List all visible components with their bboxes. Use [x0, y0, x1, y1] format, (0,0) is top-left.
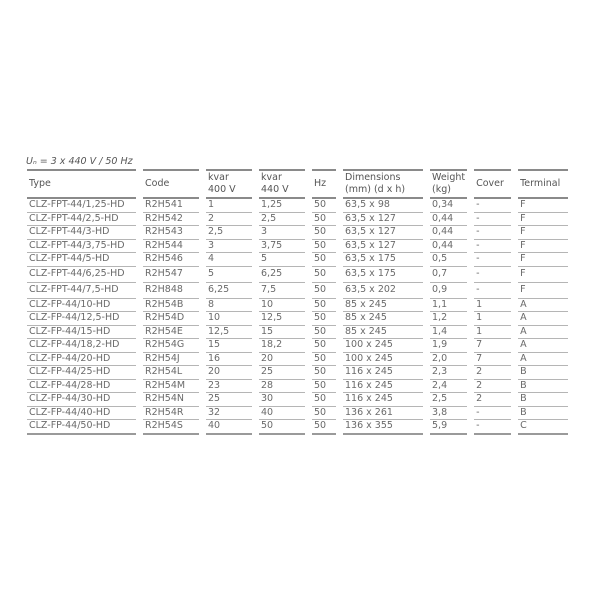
- header-unit: 400 V: [208, 184, 236, 195]
- cell-kvar-400v: 32: [206, 407, 252, 421]
- header-cover: [474, 169, 511, 199]
- cell-type: CLZ-FPT-44/3,75-HD: [27, 240, 136, 254]
- cell-terminal: F: [518, 253, 568, 267]
- cell-kvar-400v: 23: [206, 380, 252, 394]
- header-label: Hz: [314, 178, 327, 189]
- cell-kvar-440v: 2,5: [259, 213, 305, 227]
- cell-hz: 50: [312, 312, 336, 326]
- cell-dimensions: 85 x 245: [343, 312, 423, 326]
- header-dimensions: [343, 169, 423, 199]
- cell-kvar-440v: 10: [259, 299, 305, 313]
- cell-code: R2H54N: [143, 393, 199, 407]
- cell-terminal: A: [518, 339, 568, 353]
- cell-dimensions: 63,5 x 127: [343, 240, 423, 254]
- table-row: [27, 380, 568, 394]
- cell-hz: 50: [312, 326, 336, 340]
- cell-weight: 2,5: [430, 393, 467, 407]
- cell-dimensions: 63,5 x 175: [343, 253, 423, 267]
- cell-weight: 1,2: [430, 312, 467, 326]
- table-row: [27, 299, 568, 313]
- cell-kvar-400v: 2,5: [206, 226, 252, 240]
- cell-type: CLZ-FP-44/50-HD: [27, 420, 136, 435]
- cell-kvar-400v: 3: [206, 240, 252, 254]
- cell-kvar-400v: 5: [206, 267, 252, 283]
- cell-dimensions: 100 x 245: [343, 339, 423, 353]
- header-hz: [312, 169, 336, 199]
- cell-weight: 2,4: [430, 380, 467, 394]
- cell-type: CLZ-FP-44/18,2-HD: [27, 339, 136, 353]
- cell-code: R2H544: [143, 240, 199, 254]
- cell-kvar-400v: 15: [206, 339, 252, 353]
- cell-hz: 50: [312, 393, 336, 407]
- header-terminal: [518, 169, 568, 199]
- header-row: [27, 169, 568, 199]
- header-label: Weight: [432, 172, 466, 183]
- cell-dimensions: 116 x 245: [343, 380, 423, 394]
- header-unit: 440 V: [261, 184, 289, 195]
- cell-hz: 50: [312, 267, 336, 283]
- cell-code: R2H543: [143, 226, 199, 240]
- cell-terminal: F: [518, 213, 568, 227]
- cell-type: CLZ-FP-44/20-HD: [27, 353, 136, 367]
- cell-type: CLZ-FP-44/10-HD: [27, 299, 136, 313]
- cell-code: R2H54B: [143, 299, 199, 313]
- header-kvar-440v: [259, 169, 305, 199]
- table-row: [27, 353, 568, 367]
- cell-kvar-440v: 3: [259, 226, 305, 240]
- cell-terminal: A: [518, 312, 568, 326]
- table-row: [27, 240, 568, 254]
- cell-kvar-400v: 16: [206, 353, 252, 367]
- header-label: kvar: [261, 172, 282, 183]
- cell-type: CLZ-FP-44/12,5-HD: [27, 312, 136, 326]
- cell-code: R2H541: [143, 199, 199, 213]
- capacitor-spec-table: [20, 169, 575, 435]
- table-row: [27, 312, 568, 326]
- cell-kvar-440v: 15: [259, 326, 305, 340]
- cell-cover: 1: [474, 326, 511, 340]
- cell-dimensions: 85 x 245: [343, 299, 423, 313]
- table-row: [27, 366, 568, 380]
- cell-terminal: F: [518, 267, 568, 283]
- cell-weight: 3,8: [430, 407, 467, 421]
- cell-type: CLZ-FPT-44/7,5-HD: [27, 283, 136, 299]
- cell-code: R2H54S: [143, 420, 199, 435]
- cell-hz: 50: [312, 339, 336, 353]
- cell-terminal: B: [518, 366, 568, 380]
- cell-terminal: F: [518, 283, 568, 299]
- header-unit: (kg): [432, 184, 451, 195]
- cell-dimensions: 136 x 355: [343, 420, 423, 435]
- cell-type: CLZ-FPT-44/3-HD: [27, 226, 136, 240]
- cell-hz: 50: [312, 283, 336, 299]
- cell-weight: 0,44: [430, 240, 467, 254]
- cell-type: CLZ-FPT-44/6,25-HD: [27, 267, 136, 283]
- cell-terminal: A: [518, 299, 568, 313]
- cell-weight: 0,44: [430, 226, 467, 240]
- cell-dimensions: 136 x 261: [343, 407, 423, 421]
- cell-kvar-440v: 28: [259, 380, 305, 394]
- cell-type: CLZ-FP-44/25-HD: [27, 366, 136, 380]
- cell-hz: 50: [312, 299, 336, 313]
- cell-code: R2H547: [143, 267, 199, 283]
- cell-kvar-440v: 12,5: [259, 312, 305, 326]
- cell-weight: 0,9: [430, 283, 467, 299]
- cell-cover: 2: [474, 380, 511, 394]
- cell-code: R2H54R: [143, 407, 199, 421]
- cell-terminal: A: [518, 326, 568, 340]
- header-unit: (mm) (d x h): [345, 184, 406, 195]
- cell-dimensions: 63,5 x 202: [343, 283, 423, 299]
- table-row: [27, 339, 568, 353]
- cell-code: R2H54E: [143, 326, 199, 340]
- table-row: [27, 226, 568, 240]
- cell-type: CLZ-FPT-44/1,25-HD: [27, 199, 136, 213]
- cell-terminal: A: [518, 353, 568, 367]
- cell-kvar-400v: 8: [206, 299, 252, 313]
- cell-kvar-440v: 50: [259, 420, 305, 435]
- cell-hz: 50: [312, 366, 336, 380]
- cell-terminal: B: [518, 380, 568, 394]
- cell-code: R2H546: [143, 253, 199, 267]
- table-row: [27, 393, 568, 407]
- cell-kvar-440v: 30: [259, 393, 305, 407]
- cell-weight: 2,0: [430, 353, 467, 367]
- table-row: [27, 199, 568, 213]
- cell-cover: -: [474, 240, 511, 254]
- cell-type: CLZ-FP-44/28-HD: [27, 380, 136, 394]
- cell-kvar-400v: 2: [206, 213, 252, 227]
- cell-weight: 0,44: [430, 213, 467, 227]
- cell-hz: 50: [312, 407, 336, 421]
- cell-hz: 50: [312, 420, 336, 435]
- table-row: [27, 267, 568, 283]
- table-row: [27, 283, 568, 299]
- table-title: Uₙ = 3 x 440 V / 50 Hz: [26, 156, 133, 167]
- header-kvar-400v: [206, 169, 252, 199]
- cell-cover: 7: [474, 353, 511, 367]
- cell-kvar-440v: 20: [259, 353, 305, 367]
- cell-cover: 7: [474, 339, 511, 353]
- cell-cover: -: [474, 253, 511, 267]
- cell-kvar-440v: 18,2: [259, 339, 305, 353]
- header-label: kvar: [208, 172, 229, 183]
- cell-cover: -: [474, 213, 511, 227]
- cell-terminal: F: [518, 240, 568, 254]
- cell-kvar-400v: 40: [206, 420, 252, 435]
- cell-cover: 1: [474, 299, 511, 313]
- cell-cover: -: [474, 420, 511, 435]
- cell-hz: 50: [312, 380, 336, 394]
- cell-kvar-440v: 5: [259, 253, 305, 267]
- header-label: Code: [145, 178, 170, 189]
- cell-weight: 1,4: [430, 326, 467, 340]
- cell-kvar-440v: 6,25: [259, 267, 305, 283]
- cell-dimensions: 100 x 245: [343, 353, 423, 367]
- header-weight: [430, 169, 467, 199]
- header-label: Type: [29, 178, 51, 189]
- cell-code: R2H54G: [143, 339, 199, 353]
- cell-kvar-440v: 40: [259, 407, 305, 421]
- cell-kvar-400v: 4: [206, 253, 252, 267]
- cell-code: R2H54L: [143, 366, 199, 380]
- cell-cover: 2: [474, 393, 511, 407]
- cell-dimensions: 63,5 x 127: [343, 226, 423, 240]
- header-type: [27, 169, 136, 199]
- cell-weight: 2,3: [430, 366, 467, 380]
- cell-dimensions: 116 x 245: [343, 366, 423, 380]
- header-code: [143, 169, 199, 199]
- cell-weight: 0,34: [430, 199, 467, 213]
- cell-kvar-440v: 3,75: [259, 240, 305, 254]
- cell-kvar-400v: 1: [206, 199, 252, 213]
- cell-code: R2H542: [143, 213, 199, 227]
- cell-type: CLZ-FPT-44/2,5-HD: [27, 213, 136, 227]
- cell-code: R2H54M: [143, 380, 199, 394]
- cell-kvar-440v: 25: [259, 366, 305, 380]
- cell-cover: -: [474, 199, 511, 213]
- table-row: [27, 253, 568, 267]
- cell-code: R2H848: [143, 283, 199, 299]
- cell-weight: 1,1: [430, 299, 467, 313]
- cell-cover: -: [474, 407, 511, 421]
- cell-hz: 50: [312, 213, 336, 227]
- cell-cover: -: [474, 267, 511, 283]
- cell-kvar-440v: 7,5: [259, 283, 305, 299]
- table-row: [27, 326, 568, 340]
- cell-kvar-400v: 12,5: [206, 326, 252, 340]
- cell-hz: 50: [312, 240, 336, 254]
- cell-terminal: F: [518, 226, 568, 240]
- cell-dimensions: 116 x 245: [343, 393, 423, 407]
- cell-hz: 50: [312, 199, 336, 213]
- cell-weight: 1,9: [430, 339, 467, 353]
- cell-type: CLZ-FPT-44/5-HD: [27, 253, 136, 267]
- cell-cover: -: [474, 283, 511, 299]
- cell-hz: 50: [312, 226, 336, 240]
- cell-kvar-400v: 25: [206, 393, 252, 407]
- cell-cover: 2: [474, 366, 511, 380]
- cell-terminal: C: [518, 420, 568, 435]
- cell-kvar-440v: 1,25: [259, 199, 305, 213]
- table-row: [27, 213, 568, 227]
- cell-cover: -: [474, 226, 511, 240]
- cell-kvar-400v: 20: [206, 366, 252, 380]
- cell-type: CLZ-FP-44/40-HD: [27, 407, 136, 421]
- cell-terminal: B: [518, 407, 568, 421]
- cell-weight: 0,5: [430, 253, 467, 267]
- cell-hz: 50: [312, 253, 336, 267]
- cell-dimensions: 63,5 x 175: [343, 267, 423, 283]
- cell-code: R2H54J: [143, 353, 199, 367]
- cell-weight: 0,7: [430, 267, 467, 283]
- header-label: Terminal: [520, 178, 561, 189]
- cell-dimensions: 63,5 x 127: [343, 213, 423, 227]
- table-row: [27, 420, 568, 435]
- cell-weight: 5,9: [430, 420, 467, 435]
- cell-terminal: F: [518, 199, 568, 213]
- cell-cover: 1: [474, 312, 511, 326]
- cell-dimensions: 85 x 245: [343, 326, 423, 340]
- table-row: [27, 407, 568, 421]
- header-label: Cover: [476, 178, 504, 189]
- header-label: Dimensions: [345, 172, 401, 183]
- cell-type: CLZ-FP-44/15-HD: [27, 326, 136, 340]
- cell-code: R2H54D: [143, 312, 199, 326]
- cell-type: CLZ-FP-44/30-HD: [27, 393, 136, 407]
- cell-kvar-400v: 6,25: [206, 283, 252, 299]
- cell-hz: 50: [312, 353, 336, 367]
- cell-terminal: B: [518, 393, 568, 407]
- cell-dimensions: 63,5 x 98: [343, 199, 423, 213]
- cell-kvar-400v: 10: [206, 312, 252, 326]
